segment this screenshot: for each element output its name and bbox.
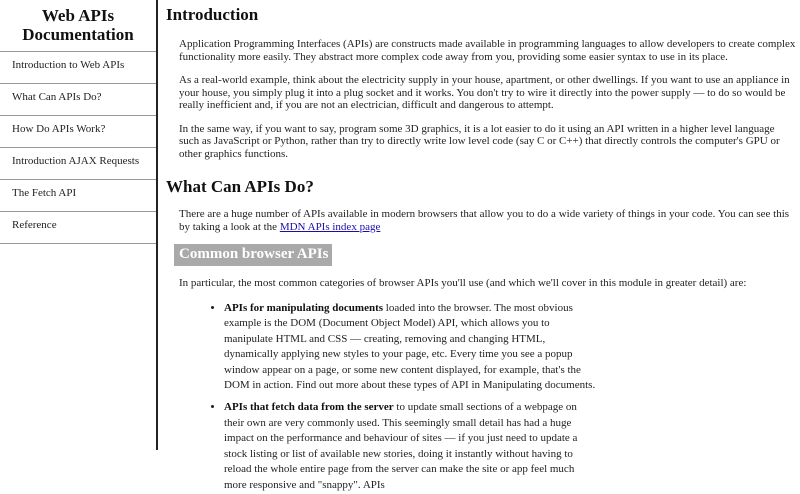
- intro-paragraph-1: Application Programming Interfaces (APIs) are constructs made available in programming languages to allow developers to create complex functionality more easily. They abstract more complex code away from you, providing some easier syntax to use in its place.: [179, 38, 796, 63]
- mdn-apis-index-link[interactable]: MDN APIs index page: [279, 220, 381, 233]
- list-item: [224, 301, 599, 395]
- subheading-common-browser-apis: Common browser APIs: [174, 244, 332, 266]
- intro-paragraph-2: As a real-world example, think about the electricity supply in your house, apartment, or other dwellings. If you want to use an appliance in your house, you simply plug it into a plug socket and it works. You don't try to wire it directly into the power supply — to do so would be really inefficient and, if you are not an electrician, difficult and dangerous to attempt.: [179, 74, 790, 111]
- list-item-title: APIs for manipulating documents: [224, 301, 384, 314]
- main-document: [166, 0, 796, 494]
- api-category-list: [166, 301, 599, 494]
- list-item-text: to update small sections of a webpage on their own are very commonly used. This seemingly small detail has had a huge impact on the performance and behaviour of sites — if you just need to update a stock listing or list of available new stories, doing it instantly without having to reload the whole entire page from the server can make the site or app feel much more responsive and "snappy". APIs: [224, 401, 578, 492]
- nav-link-ajax-requests[interactable]: Introduction AJAX Requests: [0, 147, 156, 179]
- section-heading-what-can-apis-do: What Can APIs Do?: [166, 177, 314, 196]
- nav-link-introduction[interactable]: Introduction to Web APIs: [0, 51, 156, 83]
- list-item-text: loaded into the browser. The most obvious example is the DOM (Document Object Model) API, which allows you to manipulate HTML and CSS — creating, removing and changing HTML, dynamically applying new styles to your page, etc. Every time you see a popup window appear on a page, or some new content displayed, for example, that's the DOM in action. Find out more about these types of API in Manipulating documents.: [224, 301, 596, 392]
- list-item-title: APIs that fetch data from the server: [224, 401, 394, 414]
- nav-link-how-do-apis-work[interactable]: How Do APIs Work?: [0, 115, 156, 147]
- section-what-can-apis-do: [166, 177, 796, 494]
- section-heading-introduction: Introduction: [166, 5, 259, 24]
- sidebar-title: [0, 0, 156, 51]
- nav-link-fetch-api[interactable]: The Fetch API: [0, 179, 156, 211]
- list-item: [224, 400, 599, 494]
- what-paragraph-1: [179, 208, 796, 233]
- intro-paragraph-3: In the same way, if you want to say, program some 3D graphics, it is a lot easier to do it using an API written in a higher level language such as JavaScript or Python, rather than try to directly write low level code (say C or C++) that directly controls the computer's GPU or other graphics functions.: [179, 122, 780, 160]
- sidebar-title-line2: Documentation: [22, 25, 134, 44]
- nav-link-what-can-apis-do[interactable]: What Can APIs Do?: [0, 83, 156, 115]
- sidebar-title-line1: Web APIs: [41, 6, 115, 25]
- what-paragraph-2: In particular, the most common categories of browser APIs you'll use (and which we'll cover in this module in greater detail) are:: [179, 277, 747, 289]
- section-introduction: [166, 5, 796, 160]
- sidebar-nav: [0, 0, 158, 450]
- nav-link-reference[interactable]: Reference: [0, 211, 156, 244]
- subheading-wrapper: [166, 244, 796, 266]
- what-paragraph-1-text: There are a huge number of APIs available in modern browsers that allow you to do a wide variety of things in your code. You can see this by taking a look at the: [179, 208, 790, 233]
